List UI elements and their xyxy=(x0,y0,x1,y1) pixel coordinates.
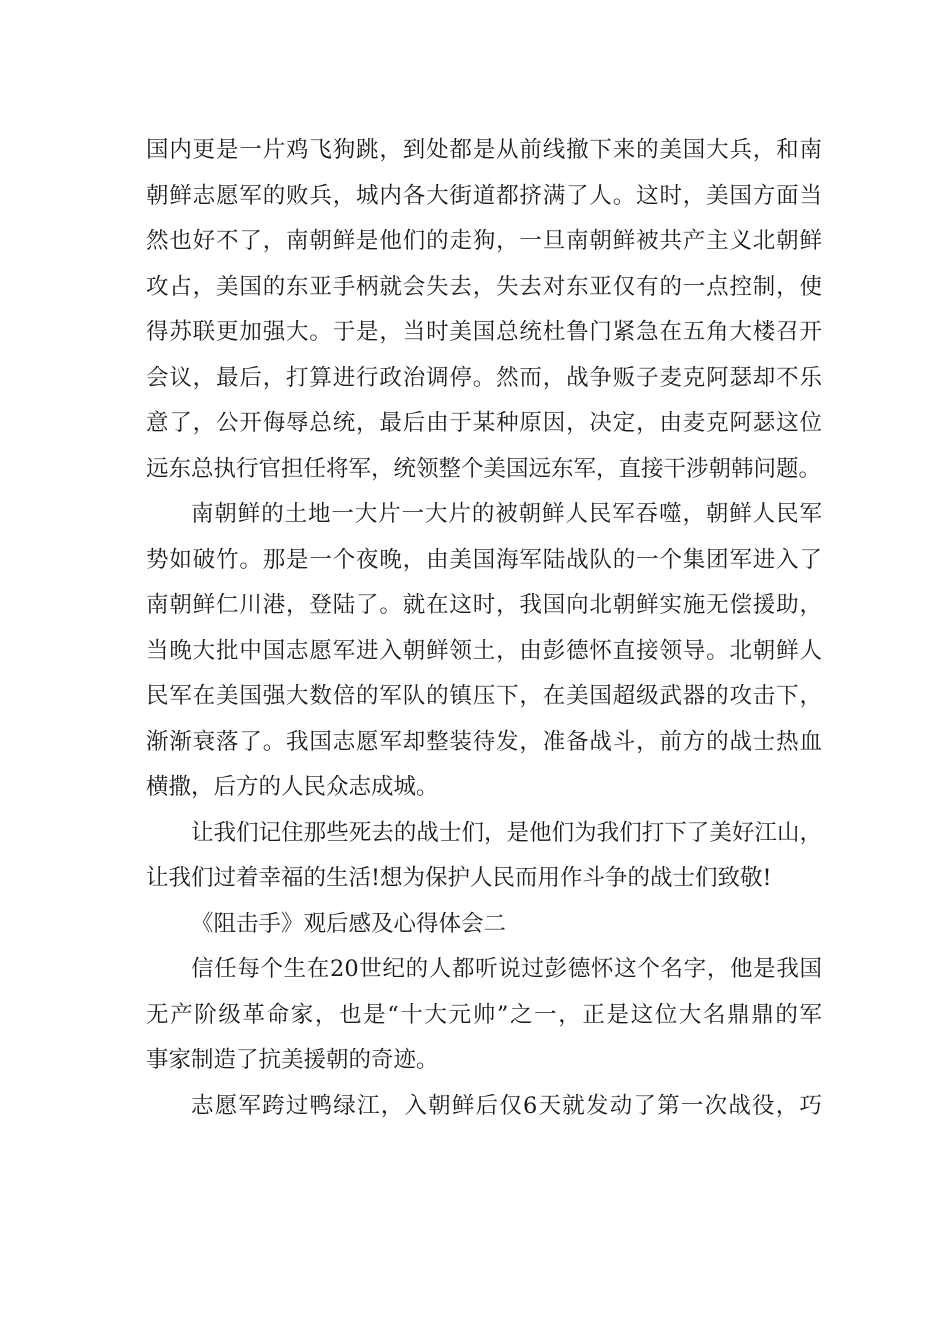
section-heading: 《阻击手》观后感及心得体会二 xyxy=(191,910,507,937)
document-body xyxy=(146,128,822,1129)
text-line: 攻占，美国的东亚手柄就会失去，失去对东亚仅有的一点控制，使 xyxy=(146,273,822,300)
text-line: 渐渐衰落了。我国志愿军却整装待发，准备战斗，前方的战士热血 xyxy=(146,728,822,755)
text-line: 朝鲜志愿军的败兵，城内各大街道都挤满了人。这时，美国方面当 xyxy=(146,182,822,209)
text-line: 国内更是一片鸡飞狗跳，到处都是从前线撤下来的美国大兵，和南 xyxy=(146,137,822,163)
text-line: 无产阶级革命家，也是“十大元帅”之一，正是这位大名鼎鼎的军 xyxy=(146,1001,822,1028)
text-line: 远东总执行官担任将军，统领整个美国远东军，直接干涉朝韩问题。 xyxy=(146,455,822,482)
text-line: 让我们过着幸福的生活!想为保护人民而用作斗争的战士们致敬! xyxy=(146,865,772,891)
text-line: 会议，最后，打算进行政治调停。然而，战争贩子麦克阿瑟却不乐 xyxy=(146,364,822,391)
text-line: 当晚大批中国志愿军进入朝鲜领土，由彭德怀直接领导。北朝鲜人 xyxy=(146,637,822,664)
text-line: 南朝鲜的土地一大片一大片的被朝鲜人民军吞噬，朝鲜人民军 xyxy=(191,501,822,527)
text-line: 横撒，后方的人民众志成城。 xyxy=(146,774,439,800)
text-line: 势如破竹。那是一个夜晚，由美国海军陆战队的一个集团军进入了 xyxy=(146,546,822,573)
text-line: 信任每个生在20世纪的人都听说过彭德怀这个名字，他是我国 xyxy=(191,956,822,982)
text-line: 南朝鲜仁川港，登陆了。就在这时，我国向北朝鲜实施无偿援助， xyxy=(146,592,822,618)
text-line: 然也好不了，南朝鲜是他们的走狗，一旦南朝鲜被共产主义北朝鲜 xyxy=(146,228,822,254)
text-line: 意了，公开侮辱总统，最后由于某种原因，决定，由麦克阿瑟这位 xyxy=(146,410,822,436)
text-line: 让我们记住那些死去的战士们，是他们为我们打下了美好江山， xyxy=(191,819,822,846)
text-line: 得苏联更加强大。于是，当时美国总统杜鲁门紧急在五角大楼召开 xyxy=(146,319,822,345)
text-line: 事家制造了抗美援朝的奇迹。 xyxy=(146,1047,439,1073)
text-line: 民军在美国强大数倍的军队的镇压下，在美国超级武器的攻击下， xyxy=(146,683,822,709)
text-line: 志愿军跨过鸭绿江，入朝鲜后仅6天就发动了第一次战役，巧 xyxy=(191,1092,822,1119)
